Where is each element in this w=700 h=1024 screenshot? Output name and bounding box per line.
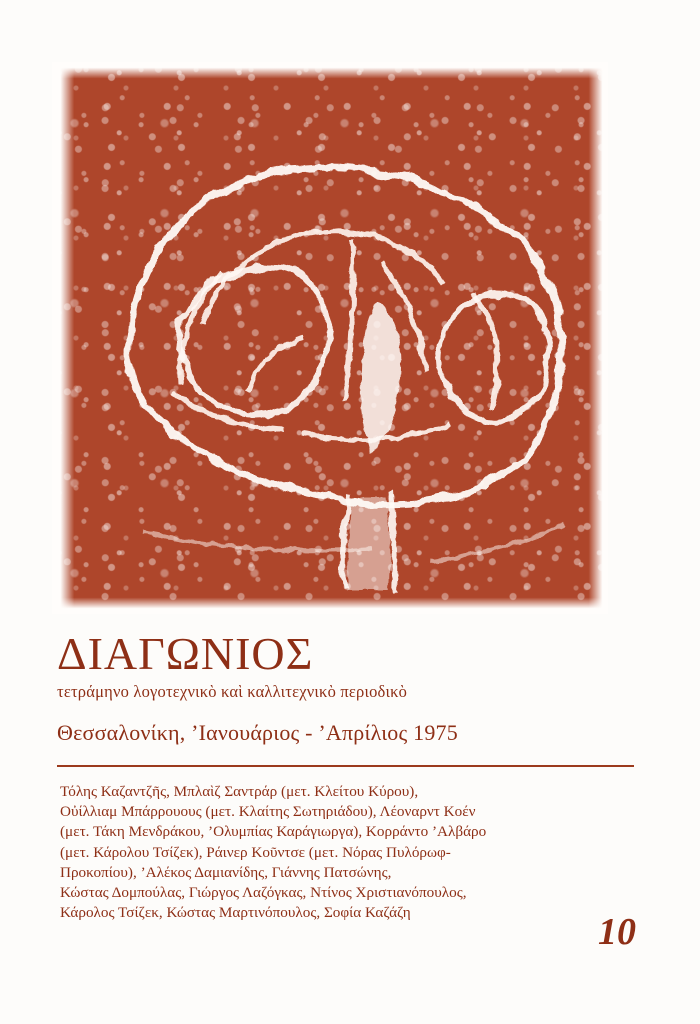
contributors-list — [60, 782, 640, 924]
masthead — [57, 630, 647, 746]
contributor-line: (μετ. Κάρολου Τσίζεκ), Ράινερ Κοῦντσε (μετ. Νόρας Πυλόρωφ- — [60, 843, 451, 861]
magazine-subtitle: τετράμηνο λογοτεχνικὸ καὶ καλλιτεχνικὸ περιοδικὸ — [57, 682, 408, 702]
contributor-line: (μετ. Τάκη Μενδράκου, ’Ολυμπίας Καράγιωργα), Κορράντο ’Αλβάρο — [60, 823, 487, 841]
issue-place-date: Θεσσαλονίκη, ’Ιανουάριος - ’Απρίλιος 1975 — [57, 720, 458, 746]
magazine-title: ΔΙΑΓΩΝΙΟΣ — [57, 628, 314, 679]
issue-number: 10 — [598, 911, 636, 953]
contributor-line: Τόλης Καζαντζῆς, Μπλαὶζ Σαντράρ (μετ. Κλείτου Κύρου), — [60, 783, 419, 800]
contributor-line: Προκοπίου), ’Αλέκος Δαμιανίδης, Γιάννης Πατσώνης, — [60, 863, 392, 881]
artwork-canvas — [52, 62, 608, 614]
horizontal-rule — [57, 765, 634, 767]
contributor-line: Κάρολος Τσίζεκ, Κώστας Μαρτινόπουλος, Σοφία Καζάζη — [60, 904, 411, 922]
cover-artwork — [52, 62, 608, 614]
contributor-line: Οὐίλλιαμ Μπάρρουους (μετ. Κλαίτης Σωτηριάδου), Λέοναρντ Κοέν — [60, 803, 476, 821]
artwork-plate-edge — [52, 62, 608, 614]
contributor-line: Κώστας Δομπούλας, Γιώργος Λαζόγκας, Ντίνος Χριστιανόπουλος, — [60, 884, 467, 902]
